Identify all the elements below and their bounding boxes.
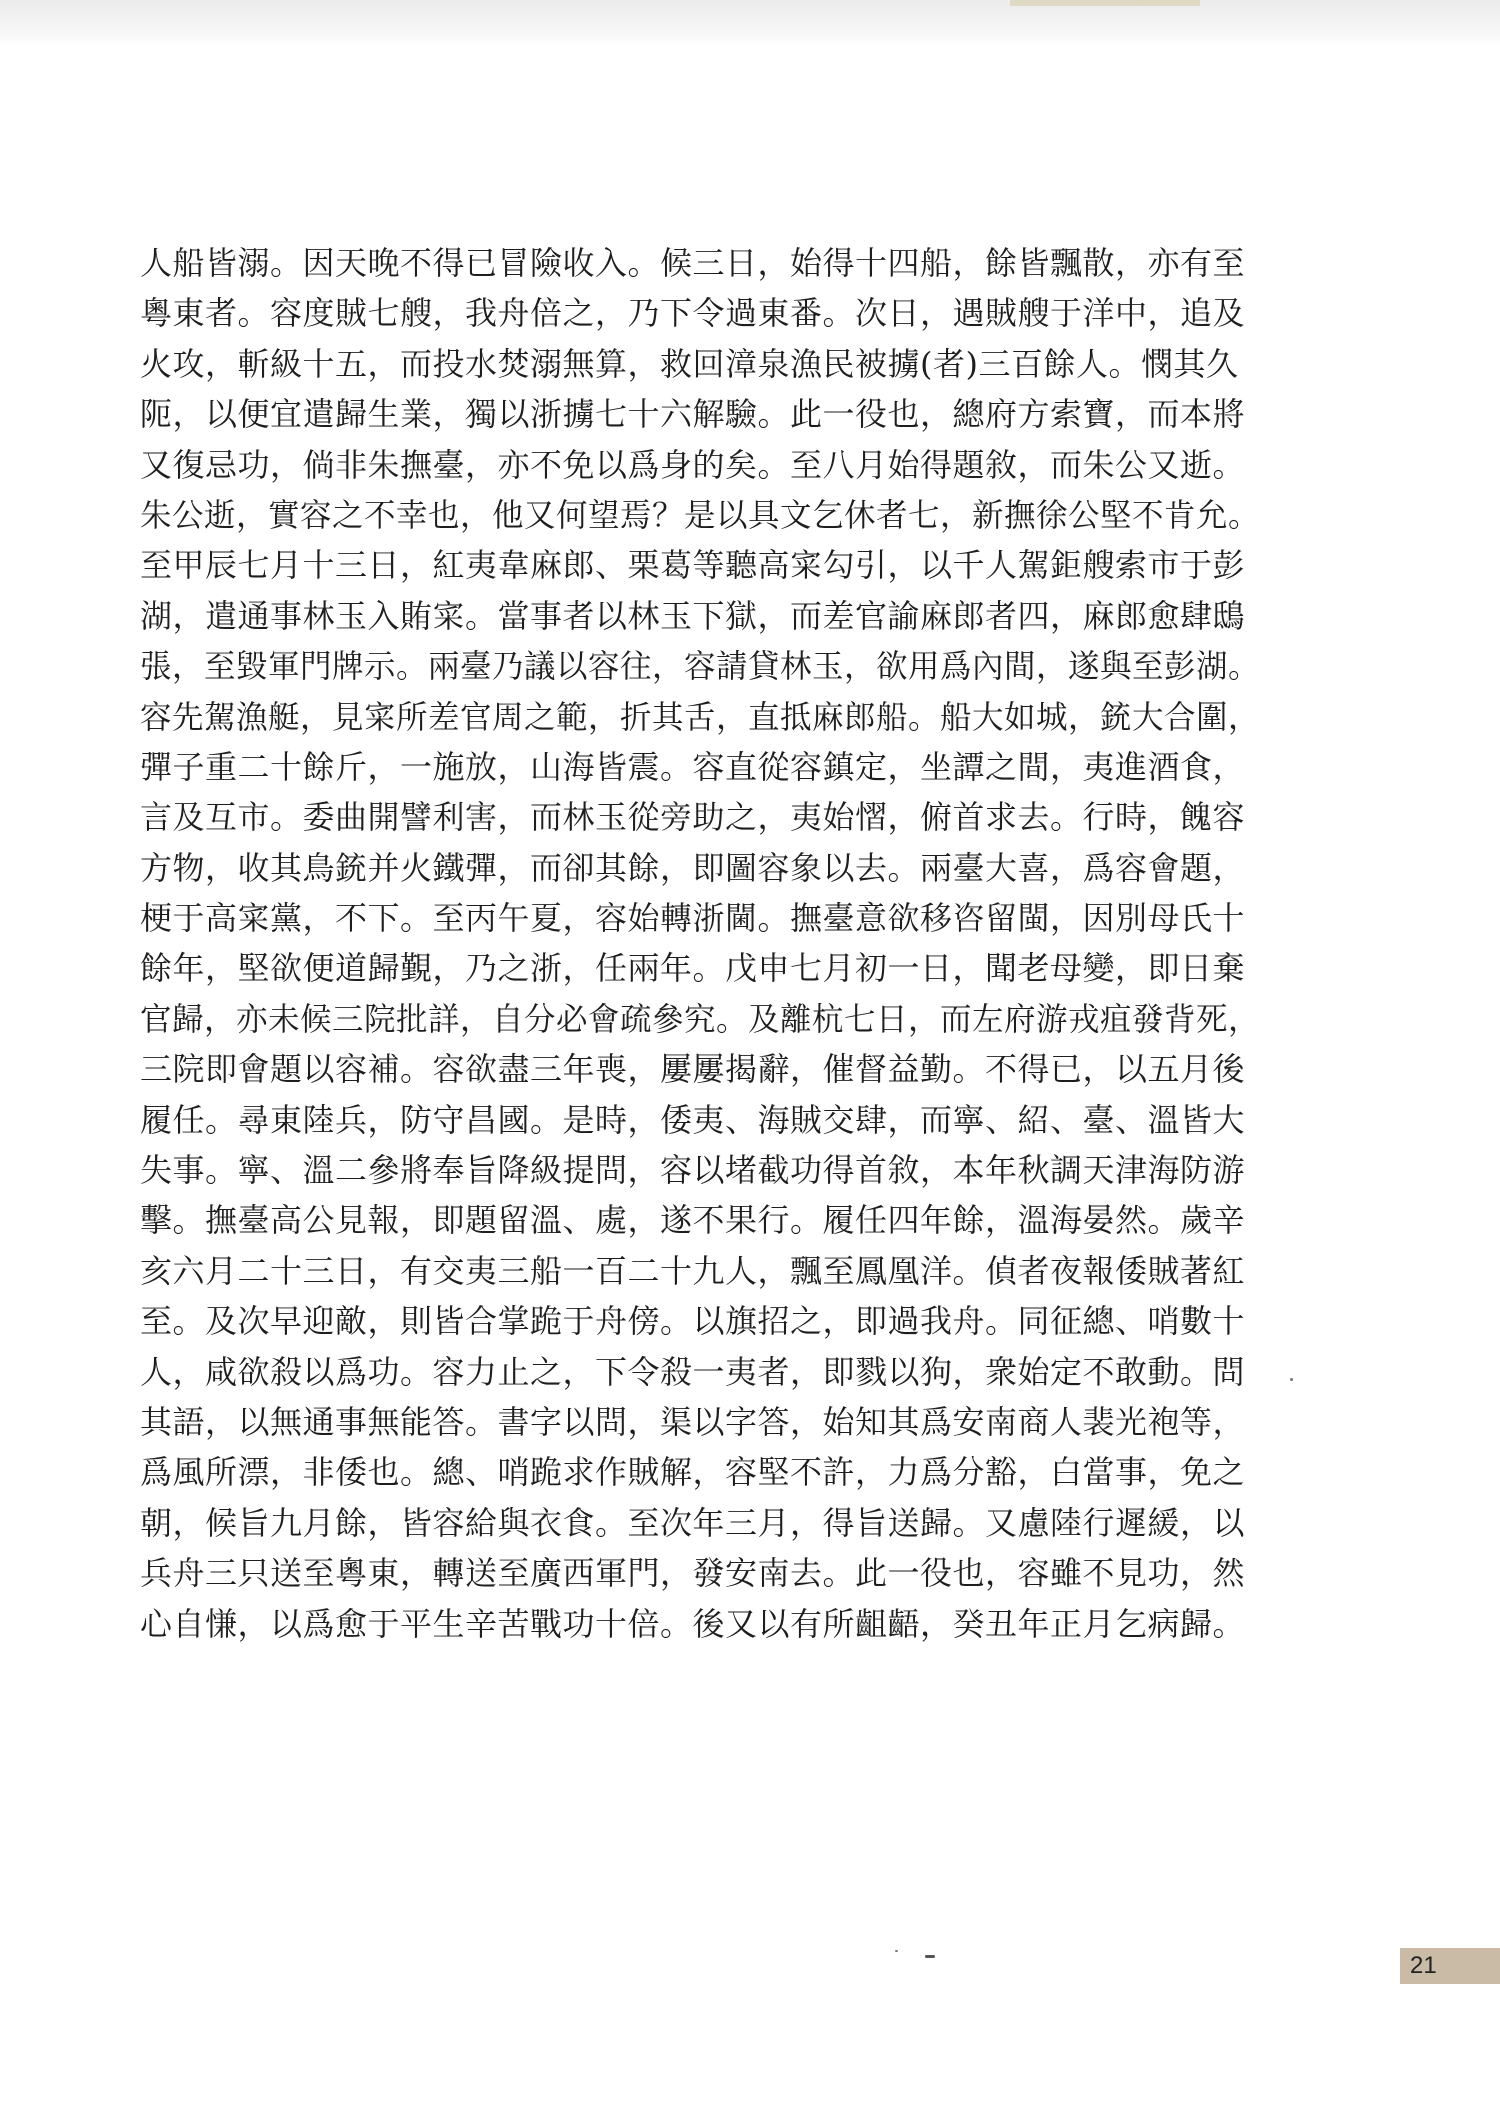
text-line: 餘年，堅欲便道歸覲，乃之浙，任兩年。戊申七月初一日，聞老母變，即日棄 bbox=[140, 949, 1246, 988]
scan-speck bbox=[895, 1950, 898, 1952]
scan-speck bbox=[925, 1955, 935, 1958]
text-line: 湖，遣通事林玉入賄寀。當事者以林玉下獄，而差官諭麻郎者四，麻郎愈肆鴟 bbox=[140, 596, 1246, 635]
text-line: 朝，候旨九月餘，皆容給與衣食。至次年三月，得旨送歸。又慮陸行遲緩，以 bbox=[140, 1503, 1246, 1542]
text-line: 兵舟三只送至粵東，轉送至廣西軍門，發安南去。此一役也，容雖不見功，然 bbox=[140, 1554, 1246, 1593]
text-line: 張，至毀軍門牌示。兩臺乃議以容往，容請貸林玉，欲用爲內間，遂與至彭湖。 bbox=[140, 647, 1260, 686]
text-line: 亥六月二十三日，有交夷三船一百二十九人，飄至鳳凰洋。偵者夜報倭賊著紅 bbox=[140, 1251, 1246, 1290]
page-number: 21 bbox=[1410, 1952, 1437, 1979]
text-line: 方物，收其鳥銃并火鐵彈，而卻其餘，即圖容象以去。兩臺大喜，爲容會題， bbox=[140, 848, 1246, 887]
text-line: 容先駕漁艇，見寀所差官周之範，折其舌，直抵麻郎船。船大如城，銃大合圍， bbox=[140, 697, 1260, 736]
text-line: 梗于高寀黨，不下。至丙午夏，容始轉浙閫。撫臺意欲移咨留閩，因別母氏十 bbox=[140, 899, 1246, 938]
text-line: 人，咸欲殺以爲功。容力止之，下令殺一夷者，即戮以狗，衆始定不敢動。問 bbox=[140, 1352, 1246, 1391]
text-line: 履任。尋東陸兵，防守昌國。是時，倭夷、海賊交肆，而寧、紹、臺、溫皆大 bbox=[140, 1100, 1246, 1139]
text-line: 粵東者。容度賊七艘，我舟倍之，乃下令過東番。次日，遇賊艘于洋中，追及 bbox=[140, 294, 1246, 333]
text-line: 火攻，斬級十五，而投水焚溺無算，救回漳泉漁民被擄(者)三百餘人。憫其久 bbox=[140, 344, 1239, 383]
text-line: 擊。撫臺高公見報，即題留溫、處，遂不果行。履任四年餘，溫海晏然。歲辛 bbox=[140, 1201, 1246, 1240]
text-line: 又復忌功，倘非朱撫臺，亦不免以爲身的矣。至八月始得題敘，而朱公又逝。 bbox=[140, 445, 1246, 484]
body-text bbox=[140, 238, 1260, 1649]
text-line: 失事。寧、溫二參將奉旨降級提問，容以堵截功得首敘，本年秋調天津海防游 bbox=[140, 1151, 1246, 1190]
text-line: 彈子重二十餘斤，一施放，山海皆震。容直從容鎮定，坐譚之間，夷進酒食， bbox=[140, 747, 1246, 786]
text-line: 其語，以無通事無能答。書字以問，渠以字答，始知其爲安南商人裴光袍等， bbox=[140, 1402, 1246, 1441]
text-line: 至。及次早迎敵，則皆合掌跪于舟傍。以旗招之，即過我舟。同征總、哨數十 bbox=[140, 1302, 1246, 1341]
text-line: 心自慊，以爲愈于平生辛苦戰功十倍。後又以有所齟齬，癸丑年正月乞病歸。 bbox=[140, 1604, 1246, 1643]
text-line: 至甲辰七月十三日，紅夷韋麻郎、栗葛等聽高寀勾引，以千人駕鉅艘索市于彭 bbox=[140, 546, 1246, 585]
text-line: 三院即會題以容補。容欲盡三年喪，屢屢揭辭，催督益勤。不得已，以五月後 bbox=[140, 1050, 1246, 1089]
page-top-shade bbox=[0, 0, 1500, 46]
text-line: 人船皆溺。因天晚不得已冒險收入。候三日，始得十四船，餘皆飄散，亦有至 bbox=[140, 244, 1246, 282]
page-number-tab bbox=[1400, 1948, 1500, 1984]
text-line: 爲風所漂，非倭也。總、哨跪求作賊解，容堅不許，力爲分豁，白當事，免之 bbox=[140, 1453, 1246, 1492]
text-line: 阨，以便宜遣歸生業，獨以浙擄七十六解驗。此一役也，總府方索寶，而本將 bbox=[140, 395, 1246, 434]
scan-speck bbox=[1290, 1378, 1293, 1381]
text-line: 官歸，亦未候三院批詳，自分必會疏參究。及離杭七日，而左府游戎疽發背死， bbox=[140, 999, 1260, 1038]
text-line: 朱公逝，實容之不幸也，他又何望焉？是以具文乞休者七，新撫徐公堅不肯允。 bbox=[140, 495, 1260, 534]
text-line: 言及互市。委曲開譬利害，而林玉從旁助之，夷始慴，俯首求去。行時，餽容 bbox=[140, 798, 1246, 837]
top-band-mark bbox=[1010, 0, 1200, 6]
